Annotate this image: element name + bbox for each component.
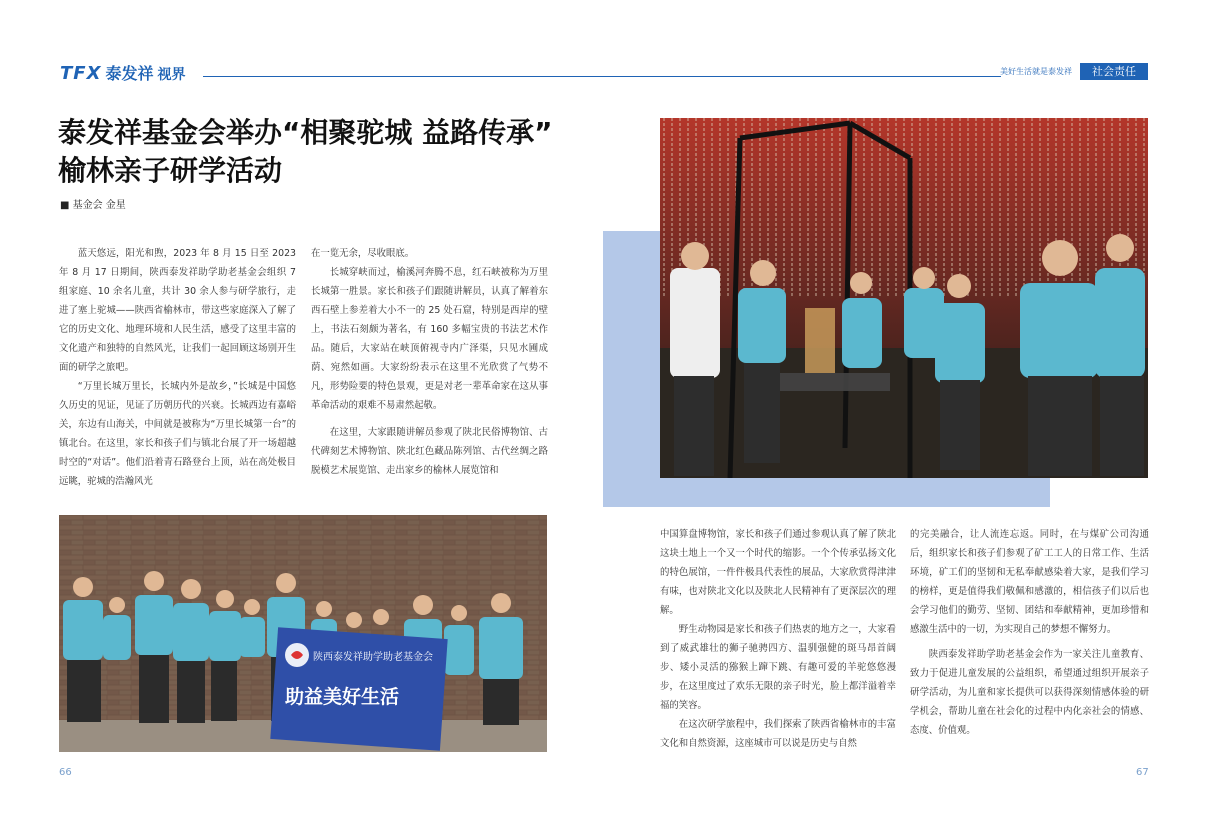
group-photo-image — [59, 515, 547, 752]
paragraph: 陕西泰发祥助学助老基金会作为一家关注儿童教育、致力于促进儿童发展的公益组织，希望通过组织开展亲子研学活动，为儿童和家长提供可以获得深刻情感体验的研学机会，帮助儿童在社会化的过程中内化亲社会的情感、态度、价值观。 — [910, 649, 1149, 736]
paragraph: 在这次研学旅程中，我们探索了陕西省榆林市的丰富文化和自然资源，这座城市可以说是历史与自然 — [660, 719, 896, 749]
text-column-3 — [660, 525, 896, 753]
section-tag: 社会责任 — [1080, 63, 1148, 80]
title-line-1: 泰发祥基金会举办“相聚驼城 益路传承” — [58, 116, 553, 149]
paragraph: 的完美融合，让人流连忘返。同时，在与煤矿公司沟通后，组织家长和孩子们参观了矿工工人的日常工作、生活环境，矿工们的坚韧和无私奉献感染着大家，是我们学习的榜样，更是值得我们敬佩和感激的，相信孩子们以后也会学习他们的勤劳、坚韧、团结和奉献精神，更加珍惜和感激生活中的一切，为实现自己的梦想不懈努力。 — [910, 529, 1149, 635]
page-number-left: 66 — [59, 767, 72, 778]
text-column-4 — [910, 525, 1149, 740]
page-number-right: 67 — [1136, 767, 1149, 778]
paragraph: 野生动物园是家长和孩子们热衷的地方之一，大家看到了威武雄壮的狮子驰骋四方、温驯强健的斑马昂首阔步、矮小灵活的猕猴上蹿下跳、有趣可爱的羊驼悠悠漫步，在这里度过了欢乐无限的亲子时光，脸上都洋溢着幸福的笑容。 — [660, 624, 896, 711]
header-rule — [203, 76, 1001, 77]
header-slogan: 美好生活就是泰发祥 — [1000, 67, 1072, 76]
byline: ■ 基金会 金星 — [60, 200, 126, 211]
magazine-logo — [60, 61, 186, 84]
museum-photo-image — [660, 118, 1148, 478]
logo-brand: 泰发祥 — [105, 64, 154, 83]
group-photo — [59, 515, 547, 752]
text-column-1 — [59, 244, 296, 491]
paragraph: 长城穿峡而过，榆溪河奔腾不息，红石峡被称为万里长城第一胜景。家长和孩子们跟随讲解员，认真了解着东西石壁上参差着大小不一的 25 处石窟，特别是西岸的壁上，书法石刻颇为著名，有 160 多幅宝贵的书法艺术作品。随后，大家站在峡顶俯视寺内广泽渠，只见水圃成荫、宛然如画。大家纷纷表示在这里不光欣赏了气势不凡，形势险要的特色景观，更是对老一辈革命家在这从事革命活动的艰难不易肃然起敬。 — [311, 267, 548, 411]
museum-photo — [660, 118, 1148, 478]
paragraph: 在一览无余，尽收眼底。 — [311, 248, 415, 259]
text-column-2 — [311, 244, 548, 480]
banner-text: 助益美好生活 — [285, 686, 400, 708]
logo-tfx: TFX — [60, 63, 102, 84]
paragraph: 蓝天悠远，阳光和煦，2023 年 8 月 15 日至 2023 年 8 月 17 日期间，陕西泰发祥助学助老基金会组织 7 组家庭、10 余名儿童，共计 30 余人参与研学旅行，走进了塞上驼城——陕西省榆林市，带这些家庭深入了解了它的历史文化、地理环境和人民生活，感受了这里丰富的文化遗产和独特的自然风光，让我们一起回顾这场别开生面的研学之旅吧。 — [59, 248, 296, 373]
banner-org: 陕西泰发祥助学助老基金会 — [313, 652, 433, 663]
article-title — [58, 114, 578, 190]
paragraph: 在这里，大家跟随讲解员参观了陕北民俗博物馆、古代碑刻艺术博物馆、陕北红色藏品陈列馆、古代丝绸之路脱模艺术展览馆、走出家乡的榆林人展览馆和 — [311, 427, 548, 476]
paragraph: 中国算盘博物馆，家长和孩子们通过参观认真了解了陕北这块土地上一个又一个时代的缩影。一个个传承弘扬文化的特色展馆，一件件极具代表性的展品，大家欣赏得津津有味，也对陕北文化以及陕北人民精神有了更深层次的理解。 — [660, 529, 896, 616]
title-line-2: 榆林亲子研学活动 — [58, 154, 283, 187]
paragraph: “万里长城万里长，长城内外是故乡，”长城是中国悠久历史的见证，见证了历朝历代的兴衰。长城西边有嘉峪关，东边有山海关，中间就是被称为“万里长城第一台”的镇北台。在这里，家长和孩子们与镇北台展了开一场超越时空的“对话”。他们沿着青石路登台上顶，站在高处极目远眺，驼城的浩瀚风光 — [59, 381, 296, 487]
logo-vision: 视界 — [157, 67, 186, 83]
